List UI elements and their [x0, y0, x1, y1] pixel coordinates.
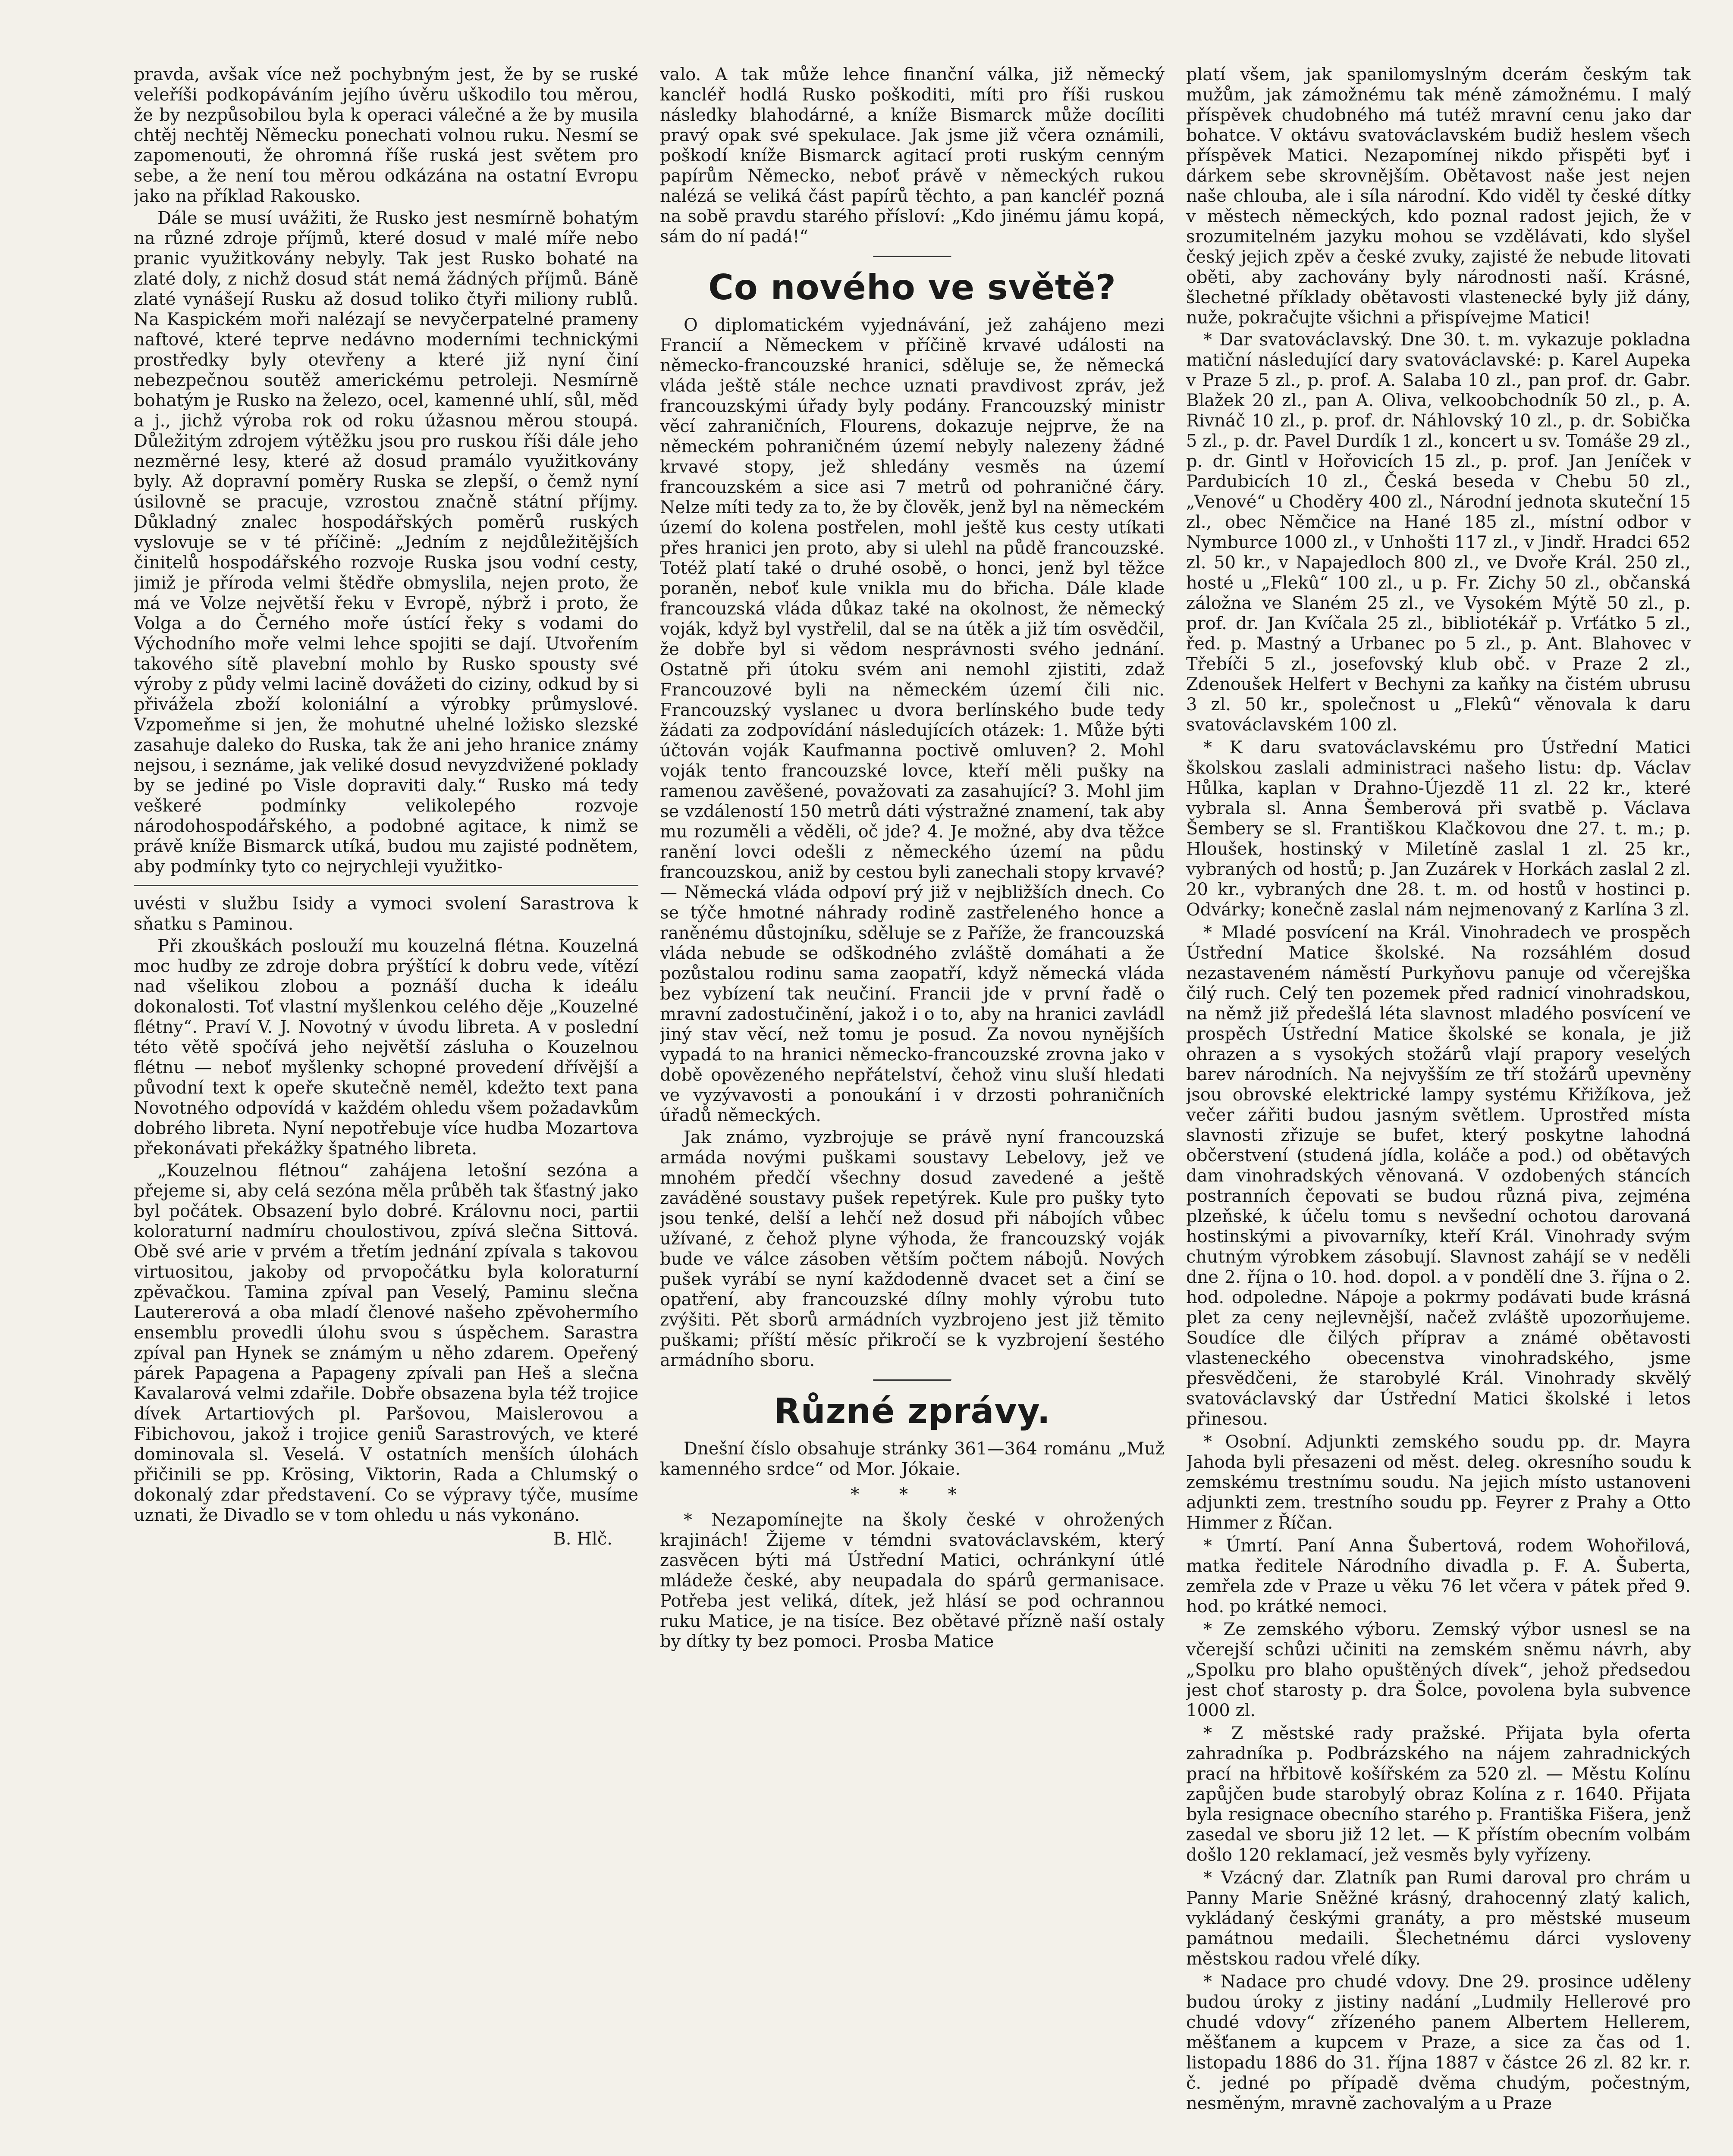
news-paragraph: * Nezapomínejte na školy české v ohrožených krajinách! Žijeme v témdni svatováclavském, který zasvěcen býti má Ústřední Matici, ochránkyní útlé mládeže české, aby neupadala do spárů germanisace. Potřeba jest veliká, dítek, jež hlásí se pod ochrannou ruku Matice, je na tisíce. Bez obětavé přízně naší ostaly by dítky ty bez pomoci. Prosba Matice — [660, 1510, 1165, 1651]
column-3 — [1186, 65, 1691, 2156]
section-divider — [873, 1379, 951, 1381]
news-item: * Nadace pro chudé vdovy. Dne 29. prosince uděleny budou úroky z jistiny nadání „Ludmily Hellerové pro chudé vdovy“ zřízeného panem Albertem Hellerem, měšťanem a kupcem v Praze, a sice za čas od 1. listopadu 1886 do 31. října 1887 v částce 26 zl. 82 kr. r. č. jedné po případě dvěma chudým, počestným, nesměným, mravně zachovalým a u Praze — [1186, 1972, 1691, 2113]
author-signature: B. Hlč. — [553, 1529, 612, 1549]
news-paragraph: platí všem, jak spanilomyslným dcerám českým tak mužům, jak zámožnému tak méně zámožnému. I malý příspěvek chudobného má tutéž mravní cenu jako dar bohatce. V oktávu svatováclavském budiž heslem všech příspěvek Matici. Nezapomínej nikdo přispěti byť i dárkem sebe skrovnějším. Obětavost naše jest nejen naše chlouba, ale i síla národní. Kdo viděl ty české dítky v městech německých, kdo poznal radost jejich, že v srozumitelném jazyku mohou se vzdělávati, kdo slyšel český jejich zpěv a české zvuky, zajisté že nebude litovati oběti, aby zachovány byly národnosti naší. Krásné, šlechetné příklady obětavosti vlastenecké byly již dány, nuže, pokračujte všichni a přispívejme Matici! — [1186, 65, 1691, 328]
section-heading: Různé zprávy. — [774, 1391, 1051, 1431]
news-item: * Osobní. Adjunkti zemského soudu pp. dr. Mayra Jahoda byli přesazeni od měst. deleg. okresního soudu k zemskému trestnímu soudu. Na jejich místo ustanoveni adjunkti zem. trestního soudu pp. Feyrer z Prahy a Otto Himmer z Říčan. — [1186, 1432, 1691, 1533]
asterism: * * * — [851, 1485, 974, 1504]
feuilleton-paragraph: „Kouzelnou flétnou“ zahájena letošní sezóna a přejeme si, aby celá sezóna měla průběh tak šťastný jako byl počátek. Obsazení bylo dobré. Královnu noci, partii koloraturní nadmíru choulostivou, zpívá slečna Sittová. Obě své arie v prvém a třetím jednání zpívala s takovou virtuositou, jakoby od prvopočátku byla koloraturní zpěvačkou. Tamina zpíval pan Veselý, Paminu slečna Lautererová a oba mladí členové našeho zpěvohermího ensemblu provedli úlohu svou s úspěchem. Sarastra zpíval pan Hynek se známým u něho zdarem. Opeřený párek Papagena a Papageny zpívali pan Heš a slečna Kavalarová velmi zdařile. Dobře obsazena byla též trojice dívek Artartiových pl. Paršovou, Maislerovou a Fibichovou, jakož i trojice geniů Sarastrových, ve které dominovala sl. Veselá. V ostatních menších úlohách přičinili se pp. Krösing, Viktorin, Rada a Chlumský o dokonalý zdar představení. Co se výpravy týče, musíme uznati, že Divadlo se v tom ohledu u nás vykonáno. — [134, 1161, 638, 1525]
news-paragraph: O diplomatickém vyjednávání, jež zahájeno mezi Francií a Německem v příčině krvavé události na německo-francouzské hranici, sděluje se, že německá vláda ještě stále nechce uznati pravdivost zpráv, jež francouzskými úřady byly podány. Francouzský ministr věcí zahraničních, Flourens, dokazuje nejprve, že na německém pohraničném území nebyly nalezeny žádné krvavé stopy, jež shledány vesměs na území francouzském a sice asi 7 metrů od pohraničné čáry. Nelze míti tedy za to, že by člověk, jenž byl na německém území do kolena postřelen, mohl ještě kus cesty utíkati přes hranici jen proto, aby si ulehl na půdě francouzské. Totéž platí také o druhé osobě, o honci, jenž byl těžce poraněn, neboť kule vnikla mu do břicha. Dále klade francouzská vláda důkaz také na okolnost, že německý voják, když byl vystřelil, dal se na útěk a již tím osvědčil, že dobře byl si vědom nesprávnosti svého jednání. Ostatně při útoku svém ani nemohl zjistiti, zdaž Francouzové byli na německém území čili nic. Francouzský vyslanec u dvora berlínského bude tedy žádati za zodpovídání následujících otázek: 1. Může býti účtován voják Kaufmanna poctivě omluven? 2. Mohl voják tento francouzské lovce, kteří měli pušky na ramenou zavěšené, považovati za zasahující? 3. Mohl jim se vzdáleností 150 metrů dáti výstražné znamení, tak aby mu rozuměli a věděli, oč jde? 4. Je možné, aby dva těžce ranění lovci odešli z německého území na půdu francouzskou, aniž by cestou byli zanechali stopy krvavé? — Německá vláda odpoví prý již v nejbližších dnech. Co se týče hmotné náhrady rodině zastřeleného honce a raněnému důstojníku, sděluje se z Paříže, že francouzská vláda nebude se odškodného zvláště domáhati a že pozůstalou rodinu sama zaopatří, když německá vláda bez vybízení tak neučiní. Francii jde v první řadě o mravní zadostučinění, jakož i o to, aby na hranici zavládl jiný stav věcí, než tomu je posud. Za novou nynějších vypadá to na hranici německo-francouzské zrovna jako v době opovězeného nepřátelství, čehož vinu sluší hledati ve vyzývavosti a ponoukání i v drzosti pohraničních úřadů německých. — [660, 315, 1165, 1125]
section-divider — [873, 256, 951, 257]
news-item: * Vzácný dar. Zlatník pan Rumi daroval pro chrám u Panny Marie Sněžné krásný, drahocenný zlatý kalich, vykládaný českými granáty, a pro městské museum památnou medaili. Šlechetnému dárci vysloveny městskou radou vřelé díky. — [1186, 1868, 1691, 1969]
section-heading: Co nového ve světě? — [708, 267, 1116, 307]
column-divider — [134, 885, 638, 886]
article-paragraph: valo. A tak může lehce finanční válka, již německý kancléř hodlá Rusko poškoditi, míti pro říši ruskou následky blahodárné, a kníže Bismarck může docíliti pravý opak své spekulace. Jak jsme již včera oznámili, poškodí kníže Bismarck agitací proti ruským cenným papírům Německo, neboť právě v německých rukou nalézá se veliká část papírů těchto, a pan kancléř pozná na sobě pravdu starého přísloví: „Kdo jinému jámu kopá, sám do ní padá!“ — [660, 65, 1165, 247]
news-item: * Dar svatováclavský. Dne 30. t. m. vykazuje pokladna matiční následující dary svatováclavské: p. Karel Aupeka v Praze 5 zl., p. prof. A. Salaba 10 zl., pan prof. dr. Gabr. Blažek 20 zl., pan A. Oliva, velkoobchodník 50 zl., p. A. Rivnáč 10 zl., p. prof. dr. Náhlovský 10 zl., p. dr. Sobička 5 zl., p. dr. Pavel Durdík 1 zl., koncert u sv. Tomáše 29 zl., p. dr. Gintl v Hořovicích 15 zl., p. prof. Jan Jeníček v Pardubicích 10 zl., Česká beseda v Chebu 50 zl., „Venové“ u Choděry 400 zl., Národní jednota skuteční 15 zl., obec Němčice na Hané 185 zl., místní odbor v Nymburce 1000 zl., v Unhošti 117 zl., v Jindř. Hradci 652 zl. 50 kr., v Napajedloch 800 zl., ve Dvoře Král. 250 zl., hosté u „Flekû“ 100 zl., u p. Fr. Zichy 50 zl., občanská záložna ve Slaném 25 zl., ve Vysokém Mýtě 50 zl., p. prof. dr. Jan Kvíčala 25 zl., bibliotékář p. Vrťátko 5 zl., řed. p. Mastný a Urbanec po 5 zl., p. Ant. Blahovec v Třebíči 5 zl., josefovský klub obč. v Praze 2 zl., Zdenoušek Helfert v Bechyni za kaňky na čistém ubrusu 3 zl. 50 kr., společnost u „Flekû“ věnovala k daru svatováclavském 100 zl. — [1186, 330, 1691, 735]
news-item: * Úmrtí. Paní Anna Šubertová, rodem Wohořilová, matka ředitele Národního divadla p. F. A. Šuberta, zemřela zde v Praze u věku 76 let včera v pátek před 9. hod. po krátké nemoci. — [1186, 1536, 1691, 1617]
text-columns — [134, 65, 1691, 2156]
news-paragraph: Dnešní číslo obsahuje stránky 361—364 románu „Muž kamenného srdce“ od Mor. Jókaie. — [660, 1439, 1165, 1479]
article-paragraph: Dále se musí uvážiti, že Rusko jest nesmírně bohatým na různé zdroje příjmů, které dosud v malé míře nebo pranic využitkovány nebyly. Tak jest Rusko bohaté na zlaté doly, z nichž dosud stát nemá žádných příjmů. Báně zlaté vynášejí Rusku až dosud toliko čtyři miliony rublů. Na Kaspickém moři nalézají se nevyčerpatelné prameny naftové, které teprve nedávno moderními technickými prostředky byly otevřeny a které již nyní činí nebezpečnou soutěž americkému petroleji. Nesmírně bohatým je Rusko na železo, ocel, kamenné uhlí, sůl, měď a j., jichž výroba rok od roku úžasnou měrou stoupá. Důležitým zdrojem výtěžku jsou pro ruskou říši dále jeho nezměrné lesy, které až dosud pramálo využitkovány byly. Až dopravní poměry Ruska se zlepší, o čemž nyní úsilovně se pracuje, vzrostou značně státní příjmy. Důkladný znalec hospodářských poměrů ruských vyslovuje se v té příčině: „Jedním z nejdůležitějších činitelů hospodářského rozvoje Ruska jsou vodní cesty, jimiž je příroda velmi štědře obmyslila, nejen proto, že má ve Volze největší řeku v Evropě, nýbrž i proto, že Volga a do Černého moře ústící řeky s vodami do Východního moře velmi lehce spojiti se dají. Utvořením takového sítě plavební mohlo by Rusko spousty své výroby z půdy velmi lacině dovážeti do ciziny, odkud by si přivážela zboží koloniální a výrobky průmyslové. Vzpomeňme si jen, že mohutné uhelné ložisko slezské zasahuje daleko do Ruska, tak že ani jeho hranice známy nejsou, i seznáme, jak veliké dosud nevyzdvižené poklady by se jediné po Visle dopraviti daly.“ Rusko má tedy veškeré podmínky velikolepého rozvoje národohospodářského, a podobné agitace, k nimž se právě kníže Bismarck utíká, budou mu zajisté podnětem, aby podmínky tyto co nejrychleji využitko- — [134, 208, 638, 877]
news-item: * K daru svatováclavskému pro Ústřední Matici školskou zaslali administraci našeho listu: dp. Václav Hůlka, kaplan v Drahno-Újezdě 11 zl. 22 kr., které vybrala sl. Anna Šemberová při svatbě p. Václava Šembery se sl. Františkou Klačkovou dne 27. t. m.; p. Hloušek, hostinský v Miletíně zaslal 1 zl. 25 kr., vybraných od hostů; p. Jan Zuzárek v Horkách zaslal 2 zl. 20 kr., vybraných dne 28. t. m. od hostů v hostinci p. Odvárky; konečně zaslal nám nejmenovaný z Karlína 3 zl. — [1186, 738, 1691, 920]
news-item: * Mladé posvícení na Král. Vinohradech ve prospěch Ústřední Matice školské. Na rozsáhlém dosud nezastaveném náměstí Purkyňovu panuje od včerejška čilý ruch. Celý ten pozemek před radnicí vinohradskou, na němž již předešlá léta slavnost mladého posvícení ve prospěch Ústřední Matice školské se konala, je již ohrazen a s vysokých stožárů vlají prapory veselých barev národních. Na nejvyšším ze tří stožárů upevněny jsou obrovské elektrické lampy systému Křižíkova, jež večer zářiti budou jasným světlem. Uprostřed místa slavnosti zřizuje se bufet, který poskytne lahodná občerstvení (studená jídla, koláče a pod.) od obětavých dam vinohradských věnovaná. V ozdobených stáncích postranních čepovati se budou různá piva, zejména plzeňské, k účelu tomu s nevšední ochotou darovaná hostinskými a pivovarníky, kteří Král. Vinohrady svým chutným výrobkem zásobují. Slavnost zahájí se v neděli dne 2. října o 10. hod. dopol. a v pondělí dne 3. října o 2. hod. odpoledne. Nápoje a pokrmy podávati bude krásná plet za ceny nejlevnější, načež zvláště upozorňujeme. Soudíce dle čilých příprav a známé obětavosti vlasteneckého obecenstva vinohradského, jsme přesvědčeni, že starobylé Král. Vinohrady skvělý svatováclavský dar Ústřední Matici školské i letos přinesou. — [1186, 923, 1691, 1429]
feuilleton-paragraph: uvésti v službu Isidy a vymoci svolení Sarastrova k sňatku s Paminou. — [134, 894, 638, 934]
news-paragraph: Jak známo, vyzbrojuje se právě nyní francouzská armáda novými puškami soustavy Lebelovy, jež ve mnohém předčí všechny dosud zavedené a ještě zaváděné soustavy pušek repetýrek. Kule pro pušky tyto jsou tenké, delší a lehčí než dosud při nábojích vůbec užívané, z čehož plyne výhoda, že francouzský voják bude ve válce zásoben větším počtem nábojů. Nových pušek vyrábí se nyní každodenně dvacet set a činí se opatření, aby francouzské dílny mohly výrobu tuto zvýšiti. Pět sborů armádních vyzbrojeno jest již těmito puškami; příští měsíc přikročí se k vyzbrojení šestého armádního sboru. — [660, 1128, 1165, 1370]
article-paragraph: pravda, avšak více než pochybným jest, že by se ruské veleříši podkopáváním jejího úvěru uškodilo tou měrou, že by nezpůsobilou byla k operaci válečné a že by musila chtěj nechtěj Německu ponechati volnou ruku. Nesmí se zapomenouti, že ohromná říše ruská jest světem pro sebe, a že není tou měrou odkázána na ostatní Evropu jako na příklad Rakousko. — [134, 65, 638, 206]
feuilleton-paragraph: Při zkouškách poslouží mu kouzelná flétna. Kouzelná moc hudby ze zdroje dobra prýštící k dobru vede, vítězí nad všelikou zlobou a poznáší ducha k ideálu dokonalosti. Toť vlastní myšlenkou celého děje „Kouzelné flétny“. Praví V. J. Novotný v úvodu libreta. A v poslední této větě spočívá jeho největší zásluha o Kouzelnou flétnu — neboť myšlenky schopné provedení dřívější a původní text k opeře skutečně neměl, kdežto text pana Novotného odpovídá v každém ohledu všem požadavkům dobrého libreta. Nyní nepotřebuje více hudba Mozartova překonávati překážky špatného libreta. — [134, 936, 638, 1159]
column-2 — [660, 65, 1165, 2156]
news-item: * Ze zemského výboru. Zemský výbor usnesl se na včerejší schůzi učiniti na zemském sněmu návrh, aby „Spolku pro blaho opuštěných dívek“, jehož předsedou jest choť starosty p. dra Šolce, povolena byla subvence 1000 zl. — [1186, 1620, 1691, 1720]
column-1 — [134, 65, 638, 2156]
news-item: * Z městské rady pražské. Přijata byla oferta zahradníka p. Podbrázského na nájem zahradnických prací na hřbitově košířském za 520 zl. — Městu Kolínu zapůjčen bude starobylý obraz Kolína z r. 1640. Přijata byla resignace obecního starého p. Františka Fišera, jenž zasedal ve sboru již 12 let. — K přístím obecním volbám došlo 120 reklamací, jež vesměs byly vyřízeny. — [1186, 1724, 1691, 1865]
